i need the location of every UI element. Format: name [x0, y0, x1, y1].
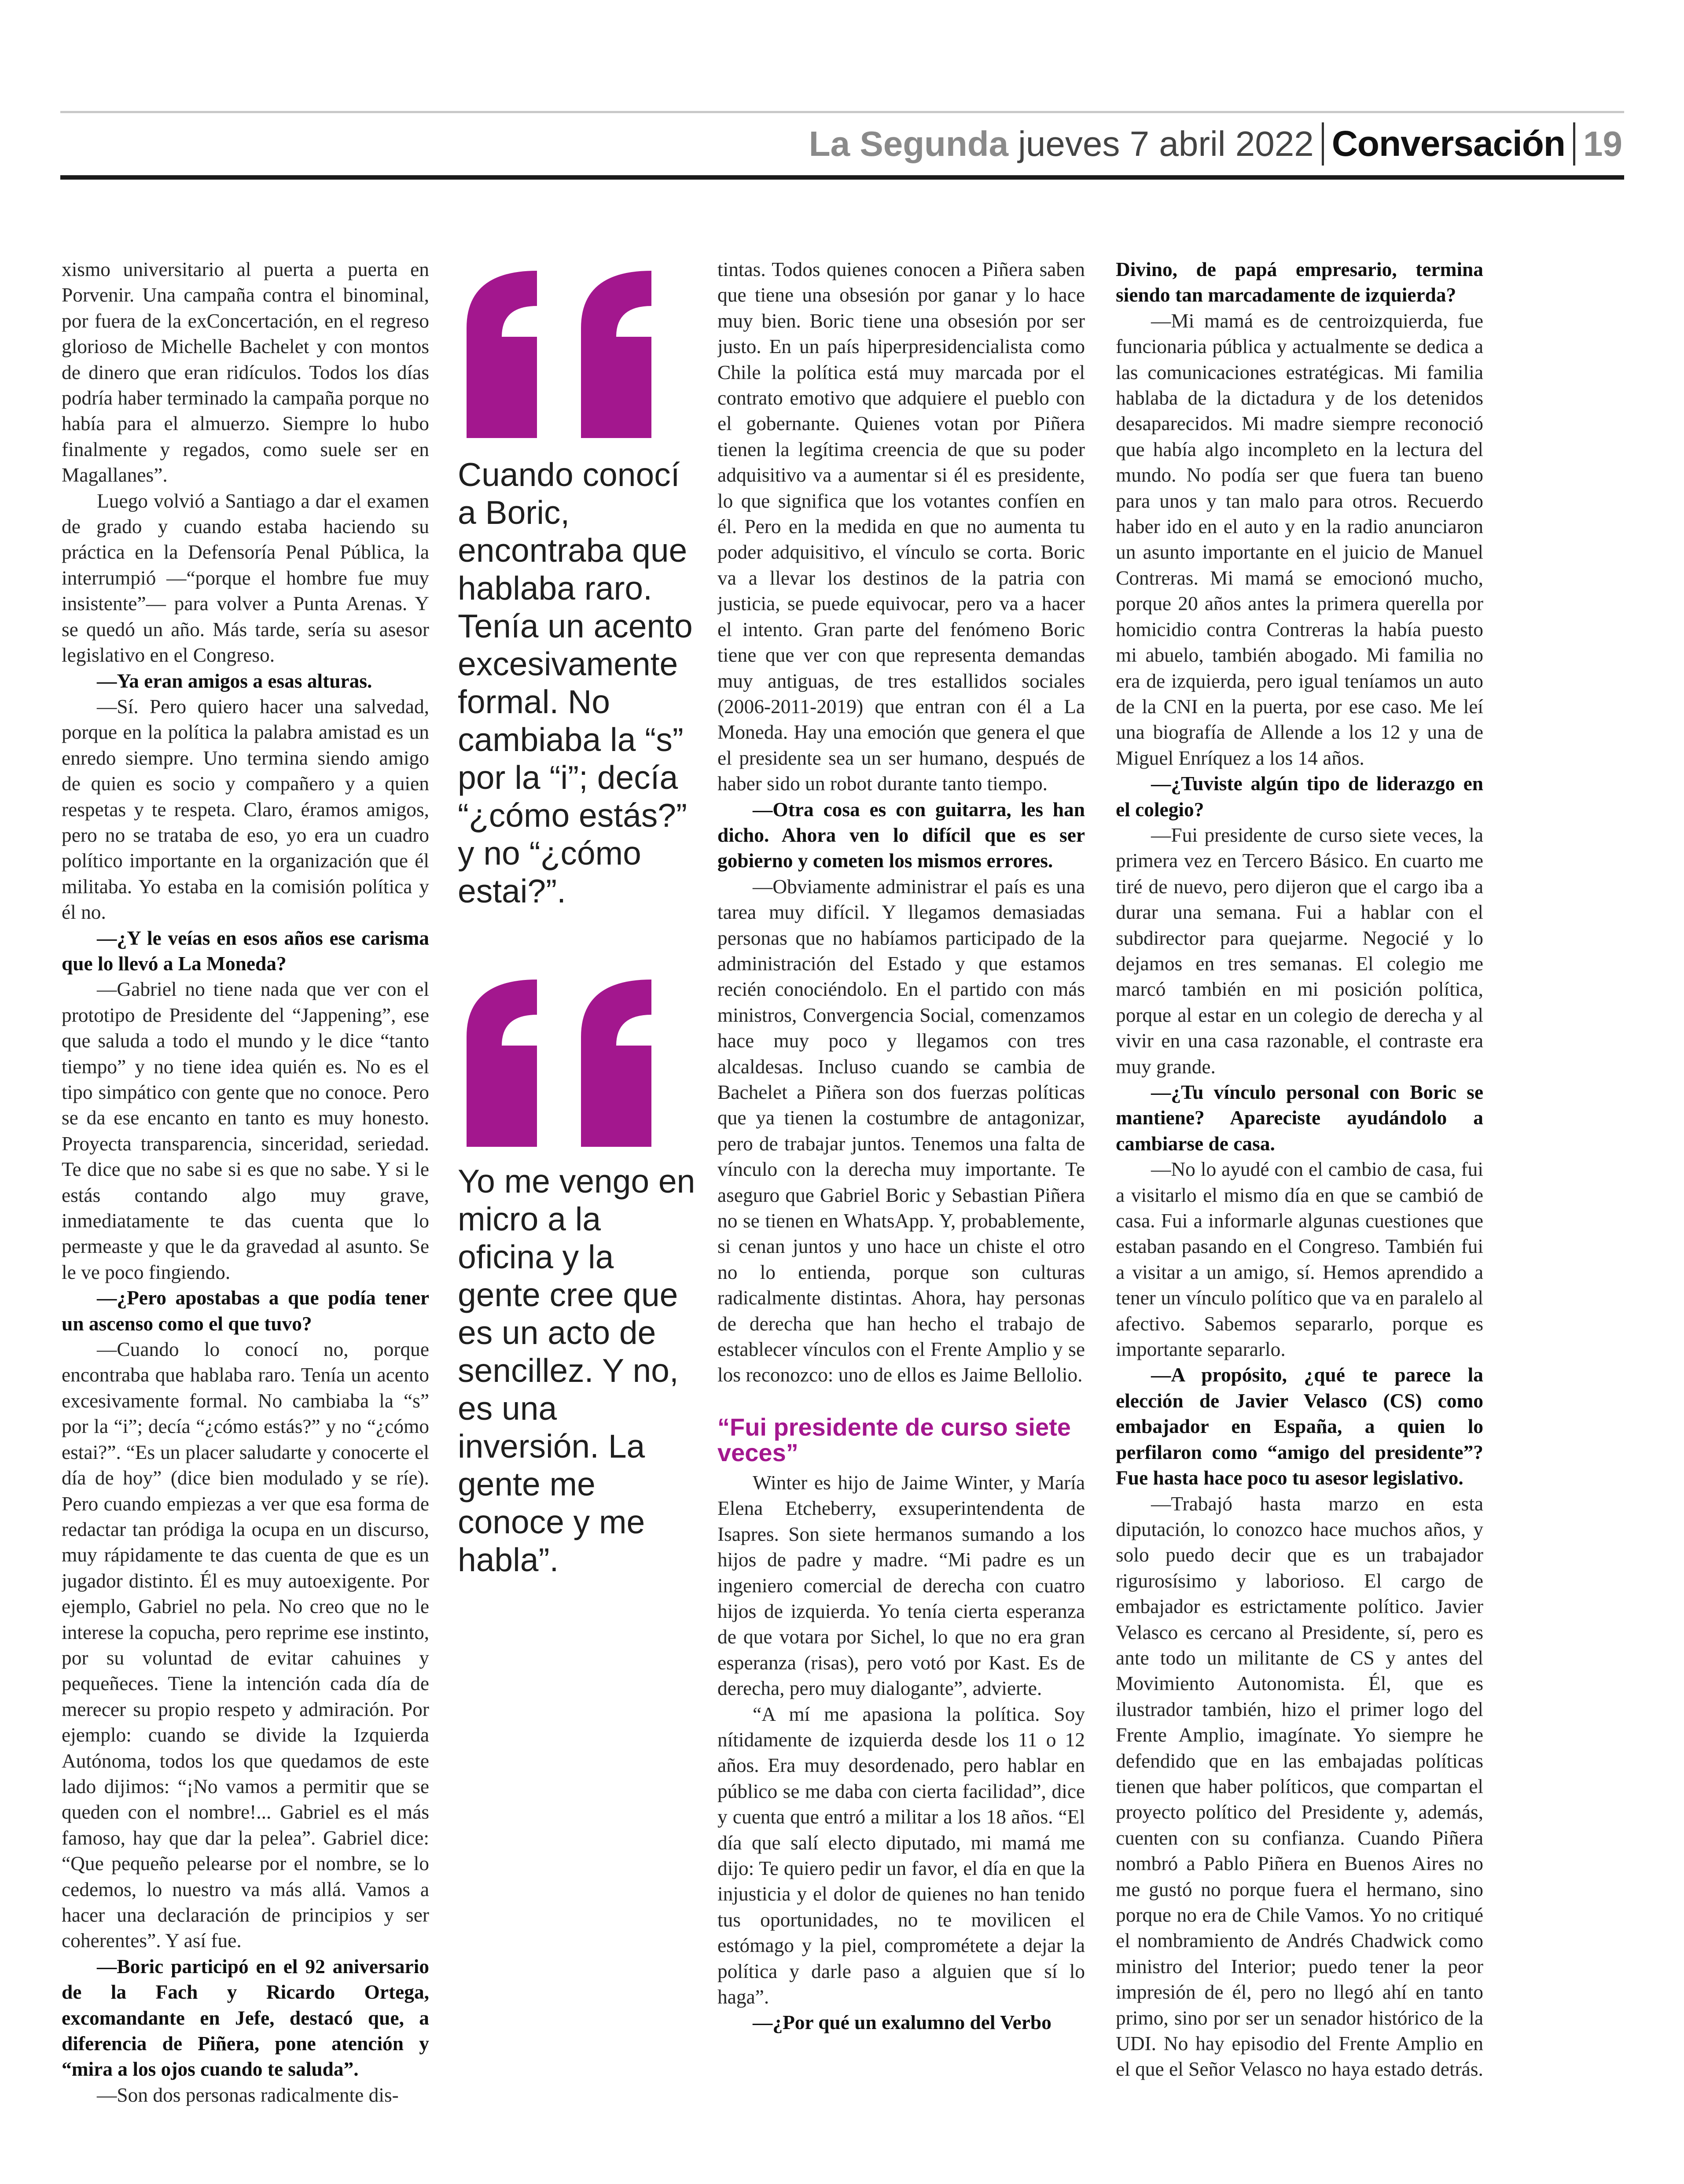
interview-question: Divino, de papá empresario, termina siendo tan marcadamente de izquierda? [1116, 258, 1483, 306]
interview-question: —¿Y le veías en esos años ese carisma que lo llevó a La Moneda? [62, 927, 429, 975]
interview-answer: —No lo ayudé con el cambio de casa, fui a visitarlo el mismo día en que se cambió de casa. Fui a informarle algunas cuestiones que estaban pasando en el Congreso. También fui a visitar a un amigo, sí. Hemos aprendido a tener un vínculo político que va en paralelo al afectivo. Sabemos separarlo, porque es importante separarlo. [1116, 1158, 1483, 1361]
masthead-divider [1322, 122, 1324, 166]
paragraph: Winter es hijo de Jaime Winter, y María Elena Etcheberry, exsuperintendenta de Isapres. Son siete hermanos sumando a los hijos de padre y madre. “Mi padre es un ingeniero comercial de derecha con cuatro hijos de izquierda. Yo tenía cierta esperanza de que votara por Sichel, lo que no era gran esperanza (risas), pero votó por Kast. Es de derecha, pero muy dialogante”, advierte. [717, 1471, 1085, 1700]
header-rule [60, 175, 1624, 180]
interview-question: —¿Tu vínculo personal con Boric se mantiene? Apareciste ayudándolo a cambiarse de casa. [1116, 1081, 1483, 1155]
interview-answer: —Cuando lo conocí no, porque encontraba que hablaba raro. Tenía un acento excesivamente formal. No cambiaba la “s” por la “i”; decía “¿cómo estás?” y no “¿cómo estai?”. “Es un placer saludarte y conocerte el día de hoy” (dice bien modulado y se ríe). Pero cuando empiezas a ver que esa forma de redactar tan pródiga la ocupa en un discurso, muy rápidamente te das cuenta de que es un jugador distinto. Él es muy autoexigente. Por ejemplo, Gabriel no pela. No creo que no le interese la copucha, pero reprime ese instinto, por su voluntad de evitar cahuines y pequeñeces. Tiene la intención cada día de merecer su propio respeto y admiración. Por ejemplo: cuando se divide la Izquierda Autónoma, todos los que quedamos de este lado dijimos: “¡No vamos a permitir que se queden con el nombre!... Gabriel es el más famoso, hay que dar la pelea”. Gabriel dice: “Que pequeño pelearse por el nombre, se lo cedemos, lo nuestro va más allá. Vamos a hacer una declaración de principios y ser coherentes”. Y así fue. [62, 1338, 429, 1952]
paragraph: xismo universitario al puerta a puerta en Porvenir. Una campaña contra el binominal, por fuera de la exConcertación, en el regreso glorioso de Michelle Bachelet y con montos de dinero que eran ridículos. Todos los días podría haber terminado la campaña porque no había para el almuerzo. Siempre lo hubo finalmente y regados, como suele ser en Magallanes”. [62, 258, 429, 486]
interview-answer: —Obviamente administrar el país es una tarea muy difícil. Y llegamos demasiadas personas que no habíamos participado de la administración del Estado y que estamos recién conociéndolo. En el partido con más ministros, Convergencia Social, comenzamos hace muy poco y llegamos con tres alcaldesas. Incluso cuando se cambia de Bachelet a Piñera son dos fuerzas políticas que ya tienen la costumbre de antagonizar, pero de trabajar juntos. Tenemos una falta de vínculo con la derecha muy importante. Te aseguro que Gabriel Boric y Sebastian Piñera no se tienen en WhatsApp. Y, probablemente, si cenan juntos y uno hace un chiste el otro no lo entienda, porque son culturas radicalmente distintas. Ahora, hay personas de derecha que han hecho el trabajo de establecer vínculos con el Frente Amplio y se los reconozco: uno de ellos es Jaime Bellolio. [717, 875, 1085, 1386]
interview-answer: —Sí. Pero quiero hacer una salvedad, porque en la política la palabra amistad es un enredo siempre. Uno termina siendo amigo de quien es socio y compañero y a quien respetas y te respeta. Claro, éramos amigos, pero no se trataba de eso, yo era un cuadro político importante en la organización que él militaba. Yo estaba en la comisión política y él no. [62, 695, 429, 924]
paragraph: “A mí me apasiona la política. Soy nítidamente de izquierda desde los 11 o 12 años. Era muy desordenado, pero hablar en público se me daba con cierta facilidad”, dice y cuenta que entró a militar a los 18 años. “El día que salí electo diputado, mi mamá me dijo: Te quiero pedir un favor, el día en que la injusticia y el dolor de quienes no han tenido tus oportunidades, no te movilicen el estómago y la piel, comprométete a dejar la política y darle paso a alguien que sí lo haga”. [717, 1703, 1085, 2008]
masthead-divider [1573, 122, 1575, 166]
interview-question: —¿Tuviste algún tipo de liderazgo en el colegio? [1116, 773, 1483, 821]
interview-answer: —Trabajó hasta marzo en esta diputación, lo conozco hace muchos años, y solo puedo decir que es un trabajador rigurosísimo y laborioso. El cargo de embajador es estrictamente político. Javier Velasco es cercano al Presidente, sí, pero es ante todo un militante de CS y antes del Movimiento Autonomista. Él, que es ilustrador también, hizo el primer logo del Frente Amplio, imagínate. Yo siempre he defendido que en las embajadas políticas tienen que haber políticos, que compartan el proyecto político del Presidente y, además, cuenten con su confianza. Cuando Piñera nombró a Pablo Piñera en Buenos Aires no me gustó no porque fuera el hermano, sino porque no era de Chile Vamos. Yo no critiqué el nombramiento de Andrés Chadwick como ministro del Interior; puedo tener la peor impresión de él, pero no llegó ahí en tanto primo, sino por ser un senador histórico de la UDI. No hay episodio del Frente Amplio en el que el Señor Velasco no haya estado detrás. [1116, 1492, 1483, 2081]
interview-answer: —Son dos personas radicalmente dis- [97, 2084, 399, 2106]
section-name: Conversación [1331, 124, 1566, 164]
page-number: 19 [1583, 124, 1622, 163]
article-column-1 [62, 257, 429, 2150]
newspaper-name: La Segunda [809, 124, 1009, 163]
masthead [809, 115, 1622, 173]
interview-answer: —Gabriel no tiene nada que ver con el prototipo de Presidente del “Jappening”, ese que saluda a todo el mundo y le dice “tanto tiempo” y no tiene idea quién es. No es el tipo simpático con gente que no conoce. Pero se da ese encanto en tanto es muy honesto. Proyecta transparencia, sinceridad, seriedad. Te dice que no sabe si es que no sabe. Y si le estás contando algo muy grave, inmediatamente te das cuenta que lo permeaste y que le da gravedad al asunto. Se le ve poco fingiendo. [62, 978, 429, 1283]
pull-quote: Cuando conocí a Boric, encontraba que hablaba raro. Tenía un acento excesivamente formal. No cambiaba la “s” por la “i”; decía “¿cómo estás?” y no “¿cómo estai?”. [458, 456, 693, 910]
interview-question: —Boric participó en el 92 aniversario de la Fach y Ricardo Ortega, excomandante en Jefe, destacó que, a diferencia de Piñera, pone atención y “mira a los ojos cuando te saluda”. [62, 1955, 429, 2081]
quotation-mark-icon [449, 262, 678, 447]
interview-question: —A propósito, ¿qué te parece la elección de Javier Velasco (CS) como embajador en España, a quien lo perfilaron como “amigo del presidente”? Fue hasta hace poco tu asesor legislativo. [1116, 1364, 1483, 1489]
interview-question: —Ya eran amigos a esas alturas. [97, 670, 372, 692]
article-column-3 [1116, 257, 1483, 2150]
interview-question: —Otra cosa es con guitarra, les han dicho. Ahora ven lo difícil que es ser gobierno y cometen los mismos errores. [717, 798, 1085, 872]
interview-answer: —Fui presidente de curso siete veces, la primera vez en Tercero Básico. En cuarto me tiré de nuevo, pero dijeron que el cargo iba a durar una semana. Fui a hablar con el subdirector para quejarme. Negocié y lo dejamos en tres semanas. El colegio me marcó también en mi posición política, porque al estar en un colegio de derecha y al vivir en una casa razonable, el contraste era muy grande. [1116, 824, 1483, 1078]
article-column-2 [717, 257, 1085, 2150]
top-rule [60, 111, 1624, 113]
interview-answer: tintas. Todos quienes conocen a Piñera saben que tiene una obsesión por ganar y lo hace muy bien. Boric tiene una obsesión por ser justo. En un país hiperpresidencialista como Chile la política está muy marcada por el contrato emotivo que adquiere el pueblo con el gobernante. Quienes votan por Piñera tienen la legítima creencia de que su poder adquisitivo va a aumentar si él es presidente, lo que significa que los votantes confíen en él. Pero en la medida en que no aumenta tu poder adquisitivo, el vínculo se corta. Boric va a llevar los destinos de la patria con justicia, se puede equivocar, pero va a hacer el intento. Gran parte del fenómeno Boric tiene que ver con que representa demandas muy antiguas, de tres estallidos sociales (2006-2011-2019) que entran con él a La Moneda. Hay una emoción que genera el que el presidente sea un ser humano, después de haber sido un robot durante tanto tiempo. [717, 258, 1085, 795]
interview-answer: —Mi mamá es de centroizquierda, fue funcionaria pública y actualmente se dedica a las comunicaciones estratégicas. Mi familia hablaba de la dictadura y de los detenidos desaparecidos. Mi madre siempre reconoció que había algo incompleto en la lectura del mundo. No podía ser que fuera tan bueno para unos y tan malo para otros. Recuerdo haber ido en el auto y en la radio anunciaron un asunto importante en el juicio de Manuel Contreras. Mi mamá se emocionó mucho, porque 20 años antes la primera querella por homicidio contra Contreras la había puesto mi abuelo, también abogado. Mi familia no era de izquierda, pero igual teníamos un auto de la CNI en la puerta, por ese caso. Me leí una biografía de Allende a los 12 y una de Miguel Enríquez a los 14 años. [1116, 309, 1483, 769]
issue-date: jueves 7 abril 2022 [1018, 124, 1314, 163]
subheading: “Fui presidente de curso siete veces” [717, 1413, 1071, 1466]
pull-quote: Yo me vengo en micro a la oficina y la gente cree que es un acto de sencillez. Y no, es una inversión. La gente me conoce y me habla”. [458, 1163, 695, 1578]
paragraph: Luego volvió a Santiago a dar el examen de grado y cuando estaba haciendo su práctica en la Defensoría Penal Pública, la interrumpió —“porque el hombre fue muy insistente”— para volver a Punta Arenas. Y se quedó un año. Más tarde, sería su asesor legislativo en el Congreso. [62, 490, 429, 667]
interview-question: —¿Por qué un exalumno del Verbo [753, 2011, 1052, 2034]
interview-question: —¿Pero apostabas a que podía tener un ascenso como el que tuvo? [62, 1287, 429, 1335]
quotation-mark-icon [449, 971, 678, 1156]
